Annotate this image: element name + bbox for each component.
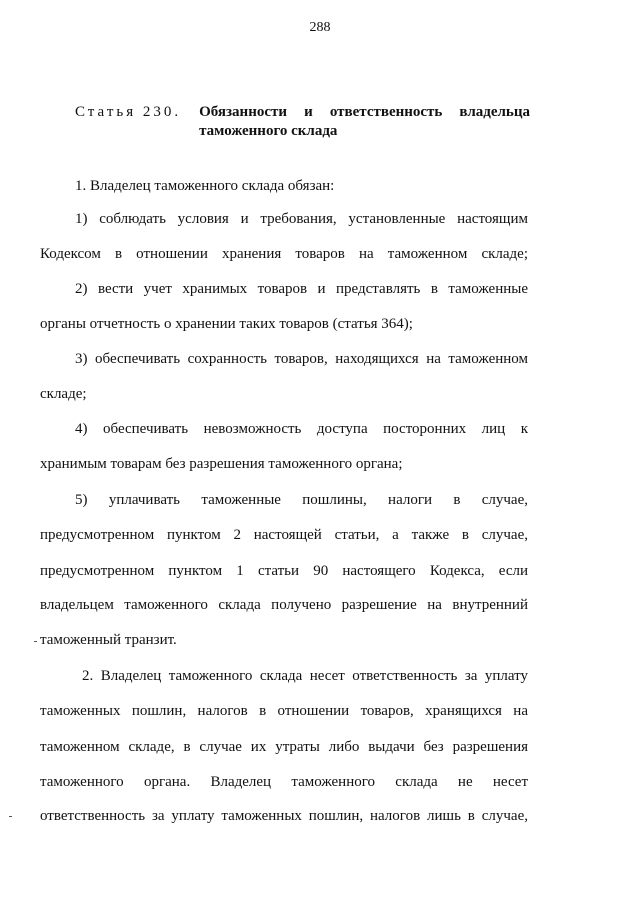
paragraph-line: органы отчетность о хранении таких товаров (статья 364); bbox=[40, 316, 413, 332]
paragraph-line: таможенный транзит. bbox=[40, 632, 177, 648]
article-title bbox=[199, 103, 530, 141]
page-number: 288 bbox=[309, 20, 331, 35]
paragraph-line: таможенных пошлин, налогов в отношении товаров, хранящихся на bbox=[40, 703, 528, 719]
paragraph-line: 4) обеспечивать невозможность доступа посторонних лиц к bbox=[75, 421, 528, 437]
paragraph-line: предусмотренном пунктом 2 настоящей статьи, а также в случае, bbox=[40, 527, 528, 543]
paragraph-line: таможенного органа. Владелец таможенного склада не несет bbox=[40, 774, 528, 790]
paragraph-line: 1. Владелец таможенного склада обязан: bbox=[75, 178, 335, 194]
article-title-line-1: Обязанности и ответственность владельца bbox=[199, 104, 530, 120]
paragraph-line: владельцем таможенного склада получено разрешение на внутренний bbox=[40, 597, 528, 613]
paragraph-line: хранимым товарам без разрешения таможенного органа; bbox=[40, 456, 403, 472]
paragraph-line: Кодексом в отношении хранения товаров на таможенном складе; bbox=[40, 246, 528, 262]
scan-speck bbox=[34, 641, 37, 642]
article-label: Статья 230. bbox=[75, 104, 182, 120]
article-heading bbox=[75, 103, 530, 141]
paragraph-line: 5) уплачивать таможенные пошлины, налоги в случае, bbox=[75, 492, 528, 508]
paragraph-line: предусмотренном пунктом 1 статьи 90 настоящего Кодекса, если bbox=[40, 563, 528, 579]
paragraph-line: складе; bbox=[40, 386, 87, 402]
paragraph-line: таможенном складе, в случае их утраты либо выдачи без разрешения bbox=[40, 739, 528, 755]
paragraph-line: ответственность за уплату таможенных пошлин, налогов лишь в случае, bbox=[40, 808, 528, 824]
scan-speck bbox=[9, 816, 12, 817]
paragraph-line: 2) вести учет хранимых товаров и представлять в таможенные bbox=[75, 281, 528, 297]
paragraph-line: 3) обеспечивать сохранность товаров, находящихся на таможенном bbox=[75, 351, 528, 367]
paragraph-line: 1) соблюдать условия и требования, установленные настоящим bbox=[75, 211, 528, 227]
article-title-line-2: таможенного склада bbox=[199, 123, 338, 139]
paragraph-line: 2. Владелец таможенного склада несет ответственность за уплату bbox=[82, 668, 528, 684]
